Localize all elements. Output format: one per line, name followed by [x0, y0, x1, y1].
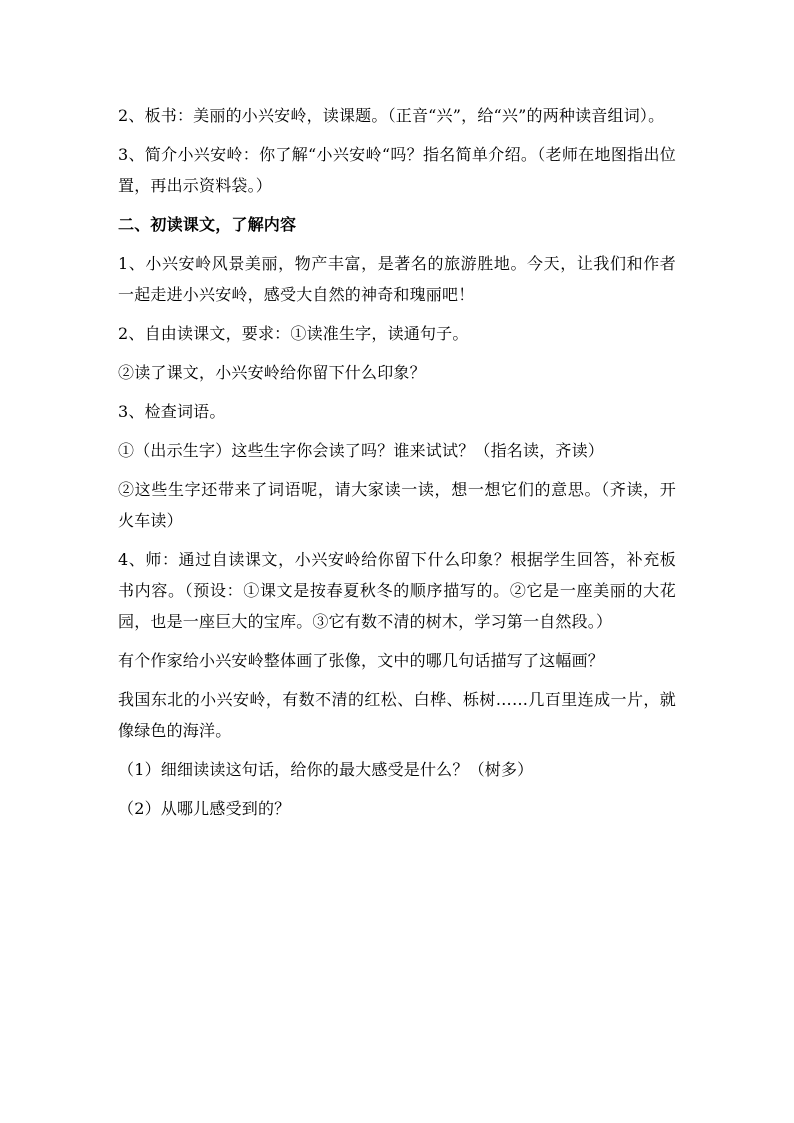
paragraph-free-reading: 2、自由读课文，要求：①读准生字，读通句子。 — [118, 324, 469, 343]
paragraph-impression-question: ②读了课文，小兴安岭给你留下什么印象？ — [118, 363, 426, 382]
paragraph-question-1: （1）细细读读这句话，给你的最大感受是什么？（树多） — [118, 760, 534, 779]
paragraph-board-writing: 2、板书：美丽的小兴安岭，读课题。（正音“兴”，给“兴”的两种读音组词）。 — [118, 106, 665, 125]
paragraph-question-2: （2）从哪儿感受到的？ — [118, 799, 291, 818]
paragraph-check-words: 3、检查词语。 — [118, 402, 226, 421]
paragraph-scenery: 1、小兴安岭风景美丽，物产丰富，是著名的旅游胜地。今天，让我们和作者一起走进小兴安岭，感受大自然的神奇和瑰丽吧！ — [118, 254, 676, 304]
paragraph-read-words: ②这些生字还带来了词语呢，请大家读一读，想一想它们的意思。（齐读，开火车读） — [118, 480, 676, 530]
paragraph-teacher-question: 4、师：通过自读课文，小兴安岭给你留下什么印象？根据学生回答，补充板书内容。（预设：①课文是按春夏秋冬的顺序描写的。②它是一座美丽的大花园，也是一座巨大的宝库。③它有数不清的树木，学习第一自然段。） — [118, 550, 676, 631]
paragraph-quote-forest: 我国东北的小兴安岭，有数不清的红松、白桦、栎树……几百里连成一片，就像绿色的海洋。 — [118, 690, 676, 740]
paragraph-intro-xiaoxinganling: 3、简介小兴安岭：你了解“小兴安岭“吗？指名简单介绍。（老师在地图指出位置，再出示资料袋。） — [118, 145, 676, 195]
paragraph-writer-portrait: 有个作家给小兴安岭整体画了张像，文中的哪几句话描写了这幅画？ — [118, 651, 605, 670]
section-heading: 二、初读课文，了解内容 — [118, 215, 297, 234]
paragraph-show-characters: ①（出示生字）这些生字你会读了吗？谁来试试？（指名读，齐读） — [118, 441, 605, 460]
